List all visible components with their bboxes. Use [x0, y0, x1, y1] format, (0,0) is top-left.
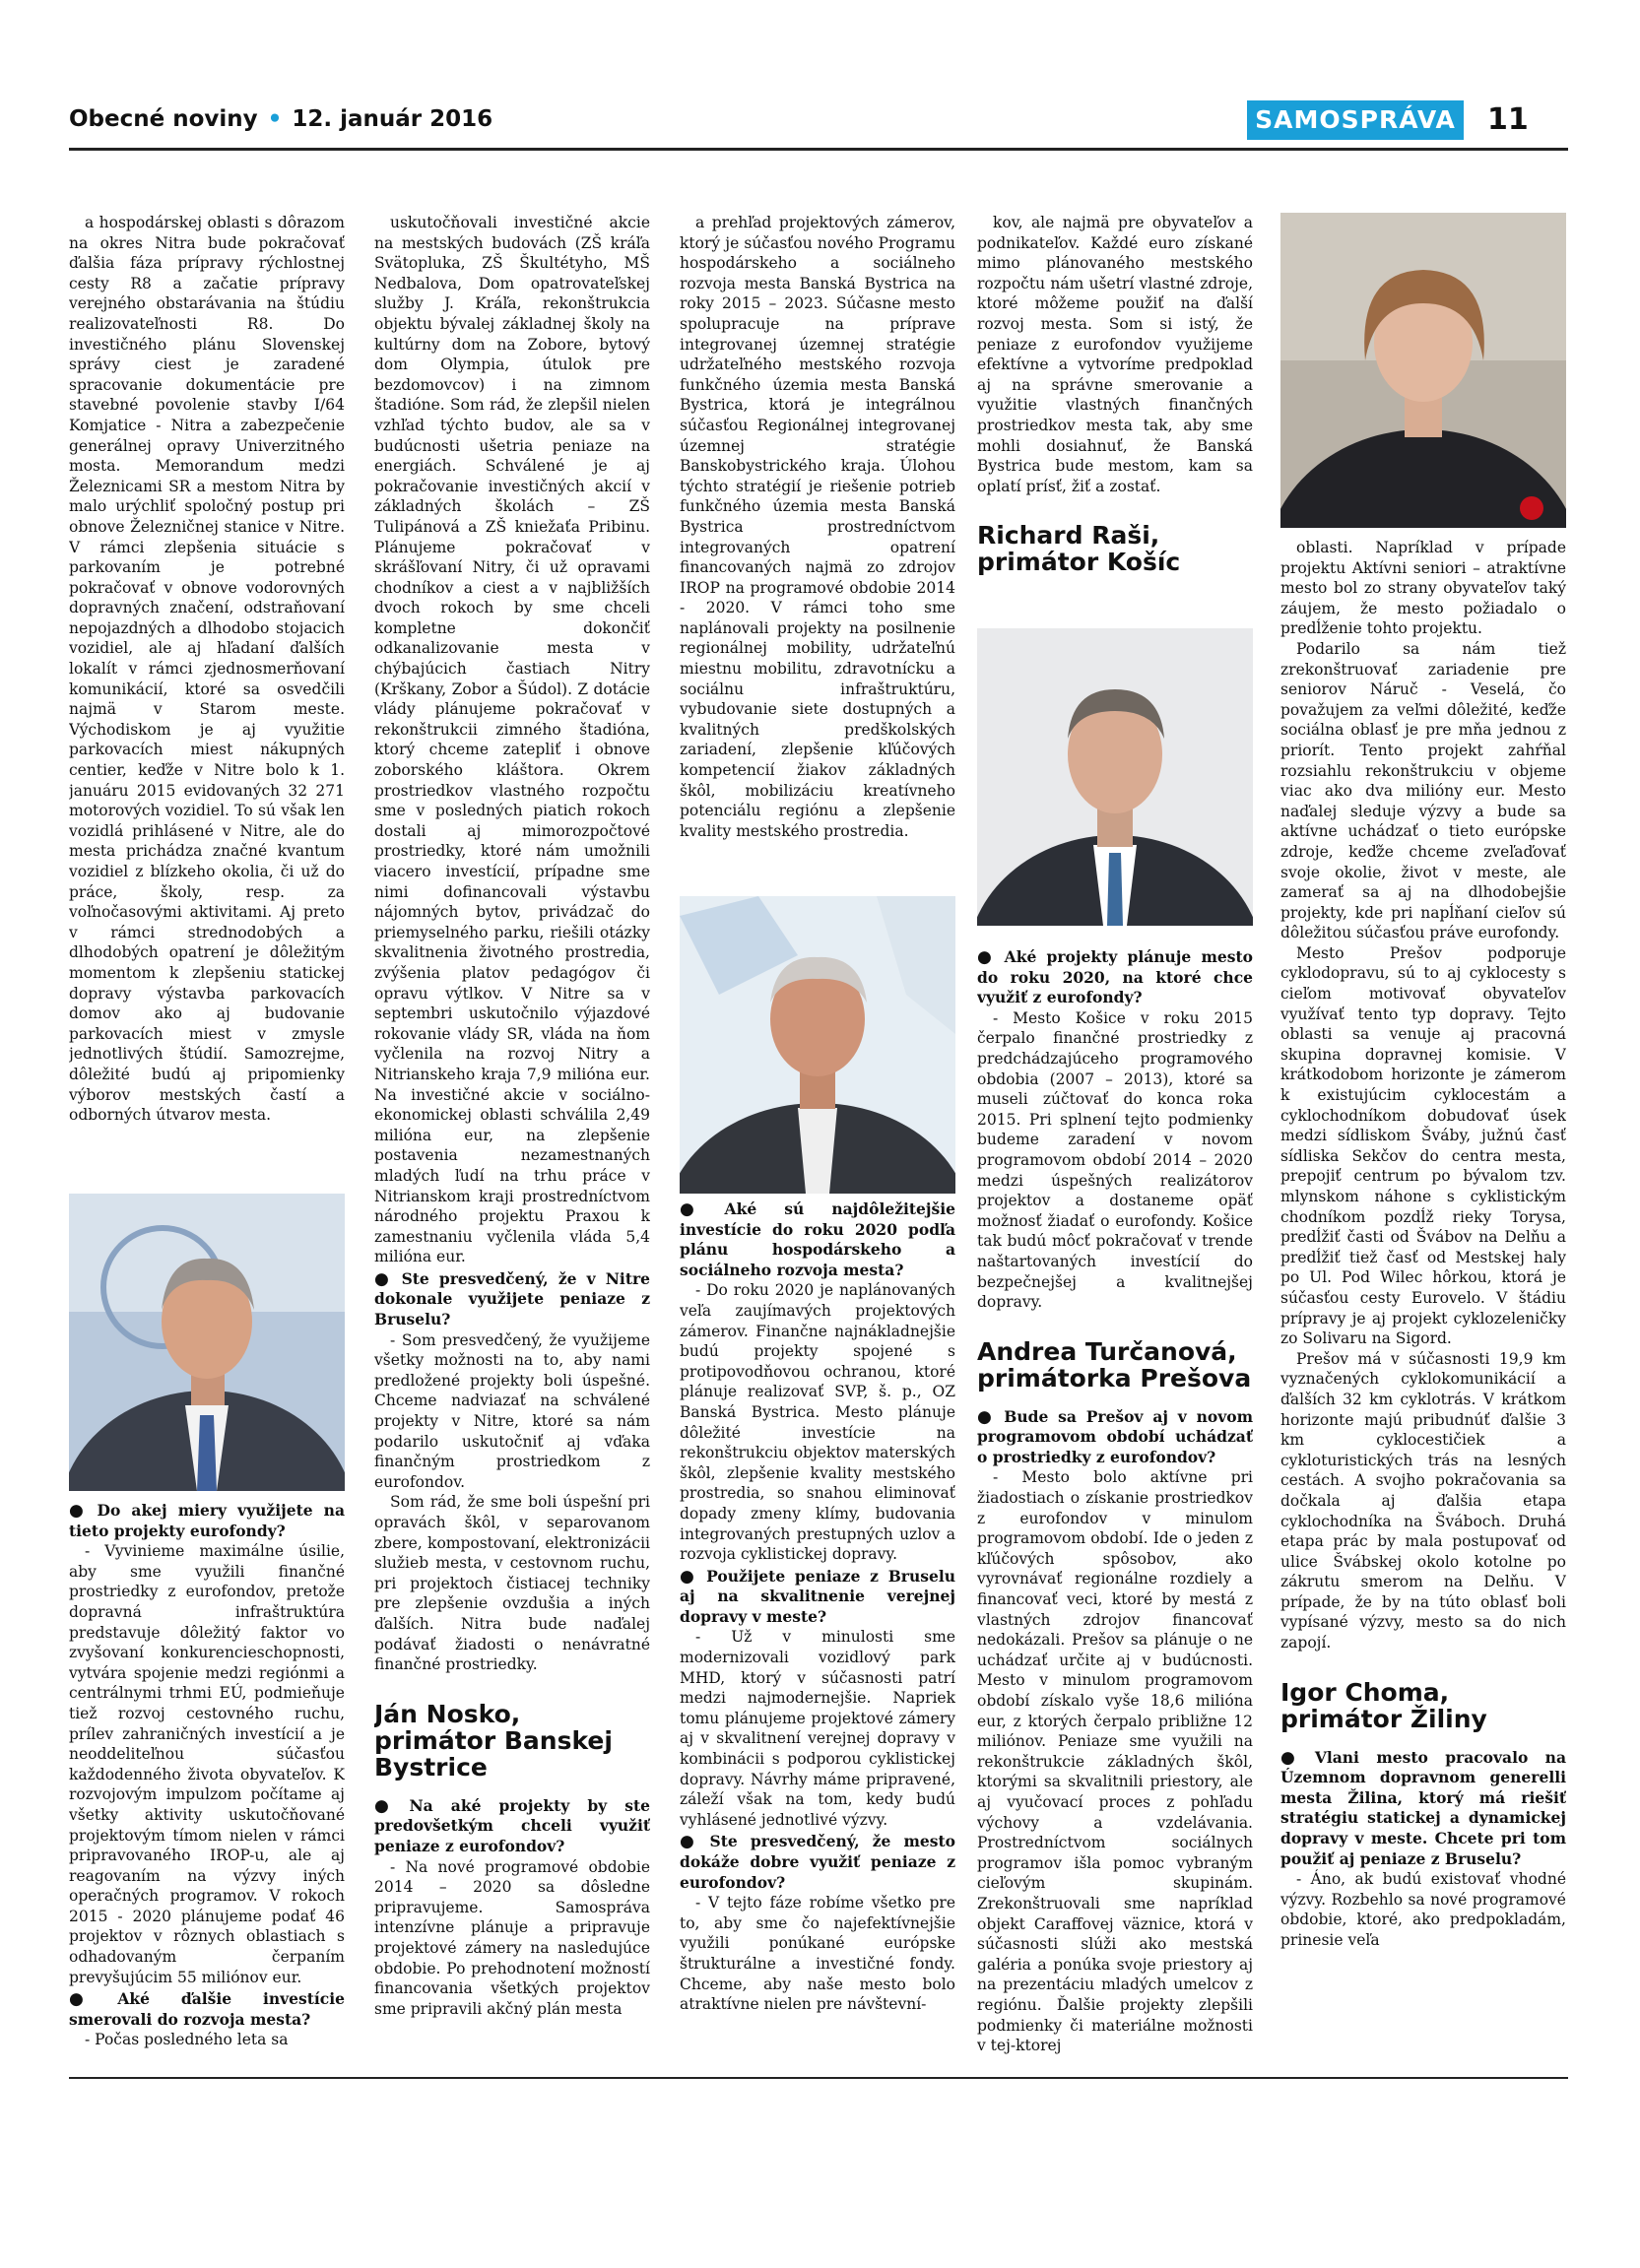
- page-header: [69, 100, 1568, 146]
- interview-question: ● Bude sa Prešov aj v novom programovom období uchádzať o prostriedky z eurofondov?: [977, 1407, 1253, 1468]
- issue-date: 12. január 2016: [292, 106, 493, 132]
- paragraph: - Na nové programové obdobie 2014 – 2020 sa dôsledne pripravujeme. Samospráva intenzívne plánuje a pripravuje projektové zámery na nasledujúce obdobie. Po prehodnotení možností financovania všetkých projektov sme pripravili akčný plán mesta: [374, 1857, 650, 2018]
- portrait-photo-presov-mayor: [1280, 213, 1566, 528]
- interviewee-heading: Igor Choma, primátor Žiliny: [1280, 1677, 1487, 1733]
- interviewee-heading: Andrea Turčanová, primátorka Prešova: [977, 1336, 1252, 1393]
- paragraph: Mesto Prešov podporuje cyklodopravu, sú to aj cyklocesty s cieľom motivovať obyvateľov využívať tento typ dopravy. Tejto oblasti sa venuje aj pracovná skupina dopravnej komisie. V krátkodobom horizonte je zámerom k existujúcim cyklocestám a cyklochodníkom dobudovať úsek medzi sídliskom Šváby, južnú časť sídliska Sekčov do centra mesta, prepojiť centrum po bývalom tzv. mlynskom náhone s cyklistickým chodníkom pozdĺž rieky Torysa, predĺžiť časti od Švábov na Delňu a predĺžiť tiež časť od Mestskej haly po Ul. Pod Wilec hôrkou, ktorá je súčasťou cesty Eurovelo. V štádiu prípravy je aj projekt cyklozeleničky zo Solivaru na Sigord.: [1280, 943, 1566, 1348]
- column-1: [69, 213, 345, 1188]
- portrait-image: [680, 896, 955, 1194]
- interview-question: ● Vlani mesto pracovalo na Územnom dopravnom generelli mesta Žilina, ktorý má riešiť stratégiu statickej a dynamickej dopravy v meste. Chcete pri tom použiť aj peniaze z Bruselu?: [1280, 1748, 1566, 1870]
- paragraph: kov, ale najmä pre obyvateľov a podnikateľov. Každé euro získané mimo plánovaného mestského rozpočtu nám ušetrí vlastné zdroje, ktoré môžeme použiť na ďalší rozvoj mesta. Som si istý, že peniaze z eurofondov využijeme efektívne a vytvoríme predpoklad aj na správne smerovanie a využitie vlastných finančných prostriedkov mesta tak, aby sme mohli dosiahnuť, že Banská Bystrica bude mestom, kam sa oplatí prísť, žiť a zostať.: [977, 214, 1253, 495]
- column-4: [977, 213, 1253, 626]
- column-5: [1280, 538, 1566, 2064]
- portrait-photo-nitra-mayor: [69, 1194, 345, 1491]
- paragraph: - Do roku 2020 je naplánovaných veľa zaujímavých projektových zámerov. Finančne najnákladnejšie budú projekty spojené s protipovodňovou ochranou, ktoré plánuje realizovať SVP, š. p., OZ Banská Bystrica. Mesto plánuje dôležité investície na rekonštrukciu objektov materských škôl, zlepšenie kvality mestského prostredia, so snahou eliminovať dopady zmeny klímy, budovania integrovaných prestupných uzlov a rozvoja cyklistickej dopravy.: [680, 1281, 955, 1564]
- page-number: 11: [1487, 102, 1529, 137]
- footer-rule: [69, 2077, 1568, 2079]
- paragraph: Prešov má v súčasnosti 19,9 km vyznačených cyklokomunikácií a ďalších 32 km cyklotrás. V krátkom horizonte majú pribudnúť ďalšie 3 km cyklocestičiek a cykloturistických trás na lesných cestách. A svojho pokračovania sa dočkala aj ďalšia etapa cyklochodníka na Šváboch. Druhá etapa prác by mala postupovať od ulice Švábskej okolo kotolne po zákrutu smerom na Delňu. V prípade, že by na túto oblasť boli vypísané výzvy, mesto sa do nich zapojí.: [1280, 1349, 1566, 1652]
- header-rule: [69, 148, 1568, 151]
- paragraph: Som rád, že sme boli úspešní pri opravách škôl, v separovanom zbere, kompostovaní, elektronizácii služieb mesta, v cestovnom ruchu, pri projektoch čistiacej techniky pre zlepšenie ovzdušia a iných ďalších. Nitra bude naďalej podávať žiadosti o nenávratné finančné prostriedky.: [374, 1493, 650, 1674]
- paragraph: - Už v minulosti sme modernizovali vozidlový park MHD, ktorý v súčasnosti patrí medzi najmodernejšie. Napriek tomu plánujeme projektové zámery aj v skvalitnení verejnej dopravy v kombinácii s podporou cyklistickej dopravy. Návrhy máme pripravené, záleží však na tom, kedy budú vyhlásené jednotlivé výzvy.: [680, 1628, 955, 1829]
- paragraph: a prehľad projektových zámerov, ktorý je súčasťou nového Programu hospodárskeho a sociálneho rozvoja mesta Banská Bystrica na roky 2015 – 2023. Súčasne mesto spolupracuje na príprave integrovanej územnej stratégie udržateľného mestského rozvoja funkčného územia mesta Banská Bystrica, ktorá je integrálnou súčasťou Regionálnej integrovanej územnej stratégie Banskobystrického kraja. Úlohou týchto stratégií je riešenie potrieb funkčného územia mesta Banská Bystrica prostredníctvom integrovaných opatrení financovaných najmä zo zdrojov IROP na programové obdobie 2014 - 2020. V rámci toho sme naplánovali projekty na posilnenie regionálnej mobility, udržateľnú miestnu mobilitu, zdravotnícku a sociálnu infraštruktúru, vybudovanie siete dostupných a kvalitných predškolských zariadení, zlepšenie kľúčových kompetencií žiakov základných škôl, mobilizáciu kreatívneho potenciálu regiónu a zlepšenie kvality mestského prostredia.: [680, 214, 955, 840]
- portrait-image: [69, 1194, 345, 1491]
- interview-question: ● Aké ďalšie investície smerovali do rozvoja mesta?: [69, 1989, 345, 2030]
- paragraph: oblasti. Napríklad v prípade projektu Aktívni seniori – atraktívne mesto bol zo strany obyvateľov taký záujem, že mesto požiadalo o predĺženie tohto projektu.: [1280, 539, 1566, 638]
- bullet-separator: •: [267, 106, 283, 132]
- interview-question: ● Ste presvedčený, že v Nitre dokonale využijete peniaze z Bruselu?: [374, 1269, 650, 1330]
- paragraph: - Vyvinieme maximálne úsilie, aby sme využili finančné prostriedky z eurofondov, pretože dopravná infraštruktúra predstavuje dôležitý faktor vo zvyšovaní konkurencieschopnosti, vytvára spojenie medzi regiónmi a centrálnymi trhmi EÚ, podmieňuje tiež rozvoj cestovného ruchu, prílev zahraničných investícií a je neoddeliteľnou súčasťou každodenného života obyvateľov. K rozvojovým impulzom počítame aj všetky aktivity uskutočňované projektovým tímom nielen v rámci pripravovaného IROP-u, ale aj reagovaním na výzvy iných operačných programov. V rokoch 2015 - 2020 plánujeme podať 46 projektov v rôznych oblastiach s odhadovaným čerpaním prevyšujúcim 55 miliónov eur.: [69, 1542, 345, 1986]
- column-3-lower: [680, 1198, 955, 2064]
- column-3: [680, 213, 955, 892]
- paragraph: - V tejto fáze robíme všetko pre to, aby sme čo najefektívnejšie využili ponúkané európske štrukturálne a investičné fondy. Chceme, aby naše mesto bolo atraktívne nielen pre návštevní-: [680, 1894, 955, 2014]
- paragraph: - Som presvedčený, že využijeme všetky možnosti na to, aby nami predložené projekty boli úspešné. Chceme nadviazať na schválené projekty v Nitre, ktoré sa nám podarilo uskutočniť aj vďaka finančným prostriedkom z eurofondov.: [374, 1330, 650, 1491]
- portrait-photo-banska-bystrica-mayor: [680, 896, 955, 1194]
- column-2: [374, 213, 650, 2064]
- paragraph: - Počas posledného leta sa: [85, 2031, 289, 2049]
- paragraph: Podarilo sa nám tiež zrekonštruovať zariadenie pre seniorov Náruč - Veselá, čo považujem za veľmi dôležité, keďže sociálna oblasť je pre mňa jednou z priorít. Tento projekt zahŕňal rozsiahlu rekonštrukciu v objeme viac ako dva milióny eur. Mesto naďalej sleduje výzvy a bude sa aktívne uchádzať o tieto európske zdroje, keďže chceme zveľaďovať svoje okolie, život v meste, ale zamerať sa aj na dlhodobejšie projekty, kde pri napĺňaní cieľov sú dôležitou súčasťou práve eurofondy.: [1280, 639, 1566, 942]
- portrait-image: [977, 628, 1253, 926]
- interview-question: ● Do akej miery využijete na tieto projekty eurofondy?: [69, 1501, 345, 1541]
- newspaper-name: Obecné noviny: [69, 106, 258, 132]
- paragraph: a hospodárskej oblasti s dôrazom na okres Nitra bude pokračovať ďalšia fáza prípravy rýchlostnej cesty R8 a začatie prípravy verejného obstarávania na štúdiu realizovateľnosti R8. Do investičného plánu Slovenskej správy ciest je zaradené spracovanie dokumentácie pre stavebné povolenie stavby I/64 Komjatice - Nitra a zabezpečenie generálnej opravy Univerzitného mosta. Memorandum medzi Železnicami SR a mestom Nitra by malo urýchliť spoločný postup pri obnove Železničnej stanice v Nitre. V rámci zlepšenia situácie s parkovaním je potrebné pokračovať v obnove vodorovných dopravných značení, odstraňovaní nepojazdných a dlhodobo stojacich vozidiel, ale aj hľadaní ďalších lokalít v rámci zjednosmerňovaní komunikácií, ktoré sa osvedčili najmä v Starom meste. Východiskom je aj využitie parkovacích miest nákupných centier, keďže v Nitre bolo k 1. januáru 2015 evidovaných 32 271 motorových vozidiel. To sú však len vozidlá prihlásené v Nitre, ale do mesta prichádza značné kvantum vozidiel z blízkeho okolia, či už do práce, školy, resp. za voľnočasovými aktivitami. Aj preto v rámci strednodobých a dlhodobých opatrení je dôležitým momentom k zlepšeniu statickej dopravy výstavba parkovacích domov ako aj budovanie parkovacích miest v zmysle jednotlivých štúdií. Samozrejme, dôležité budú aj pripomienky výborov mestských častí a odborných útvarov mesta.: [69, 214, 345, 1125]
- portrait-image: [1280, 213, 1566, 528]
- interview-question: ● Ste presvedčený, že mesto dokáže dobre využiť peniaze z eurofondov?: [680, 1832, 955, 1893]
- interview-question: ● Aké projekty plánuje mesto do roku 2020, na ktoré chce využiť z eurofondy?: [977, 947, 1253, 1008]
- interviewee-heading: Ján Nosko, primátor Banskej Bystrice: [374, 1699, 613, 1782]
- paragraph: - Mesto bolo aktívne pri žiadostiach o získanie prostriedkov z eurofondov v minulom programovom období. Ide o jeden z kľúčových spôsobov, ako vyrovnávať regionálne rozdiely a financovať veci, ktoré by mestá z vlastných zdrojov financovať nedokázali. Prešov sa plánuje o ne uchádzať určite aj v budúcnosti. Mesto v minulom programovom období získalo vyše 18,6 milióna eur, z ktorých čerpalo približne 12 miliónov. Peniaze sme využili na rekonštrukcie základných škôl, ktorými sa skvalitnili priestory, ale aj vyučovací proces z pohľadu výchovy a vzdelávania. Prostredníctvom sociálnych programov išla pomoc vybraným cieľovým skupinám. Zrekonštruovali sme napríklad objekt Caraffovej väznice, ktorá v súčasnosti slúži ako mestská galéria a ponúka svoje priestory aj na prezentáciu mladých umelcov z regiónu. Ďalšie projekty zlepšili podmienky či materiálne možnosti v tej-ktorej: [977, 1468, 1253, 2055]
- paragraph: - Mesto Košice v roku 2015 čerpalo finančné prostriedky z predchádzajúceho programového obdobia (2007 – 2013), ktoré sa museli zúčtovať do konca roka 2015. Pri splnení tejto podmienky budeme zaradení v novom programovom období 2014 – 2020 medzi úspešných realizátorov projektov a dostaneme opäť možnosť žiadať o eurofondy. Košice tak budú môcť pokračovať v trende naštartovaných investícií do bezpečnejšej a kvalitnejšej dopravy.: [977, 1008, 1253, 1312]
- interview-question: ● Aké sú najdôležitejšie investície do roku 2020 podľa plánu hospodárskeho a sociálneho rozvoja mesta?: [680, 1199, 955, 1280]
- column-1-lower: [69, 1499, 345, 2060]
- interview-question: ● Na aké projekty by ste predovšetkým chceli využiť peniaze z eurofondov?: [374, 1796, 650, 1857]
- masthead: [69, 106, 492, 132]
- section-label: SAMOSPRÁVA: [1247, 100, 1464, 140]
- column-4-lower: [977, 945, 1253, 2064]
- portrait-photo-kosice-mayor: [977, 628, 1253, 926]
- paragraph: - Áno, ak budú existovať vhodné výzvy. Rozbehlo sa nové programové obdobie, ktoré, ako predpokladám, prinesie veľa: [1280, 1870, 1566, 1949]
- interview-question: ● Použijete peniaze z Bruselu aj na skvalitnenie verejnej dopravy v meste?: [680, 1567, 955, 1628]
- paragraph: uskutočňovali investičné akcie na mestských budovách (ZŠ kráľa Svätopluka, ZŠ Škultétyho, MŠ Nedbalova, Dom opatrovateľskej služby J. Kráľa, rekonštrukcia objektu bývalej základnej školy na kultúrny dom na Zobore, bytový dom Olympia, útulok pre bezdomovcov) i na zimnom štadióne. Som rád, že zlepšil nielen vzhľad týchto budov, ale sa v budúcnosti ušetria peniaze na energiách. Schválené je aj pokračovanie investičných akcií v základných školách – ZŠ Tulipánová a ZŠ kniežaťa Pribinu. Plánujeme pokračovať v skrášľovaní Nitry, či už opravami chodníkov a ciest a v najbližších dvoch rokoch by sme chceli kompletne dokončiť odkanalizovanie mesta v chýbajúcich častiach Nitry (Krškany, Zobor a Šúdol). Z dotácie vlády plánujeme pokračovať v rekonštrukcii zimného štadióna, ktorý chceme zatepliť i obnove zoborského kláštora. Okrem prostriedkov vlastného rozpočtu sme v posledných piatich rokoch dostali aj mimorozpočtové prostriedky, ktoré nám umožnili viacero investícií, prípadne sme nimi dofinancovali výstavbu nájomných bytov, privádzač do priemyselného parku, riešili otázky skvalitnenia životného prostredia, zvýšenia platov pedagógov či opravu výtlkov. V Nitre sa v septembri uskutočnilo výjazdové rokovanie vlády SR, vláda na ňom vyčlenila na rozvoj Nitry a Nitrianskeho kraja 7,9 milióna eur. Na investičné akcie v sociálno-ekonomickej oblasti schválila 2,49 milióna eur, na zlepšenie postavenia nezamestnaných mladých ľudí na trhu práce v Nitrianskom kraji prostredníctvom národného projektu Praxou k zamestnaniu vyčlenila vláda 5,4 milióna eur.: [374, 214, 650, 1266]
- interviewee-heading: Richard Raši, primátor Košíc: [977, 521, 1181, 577]
